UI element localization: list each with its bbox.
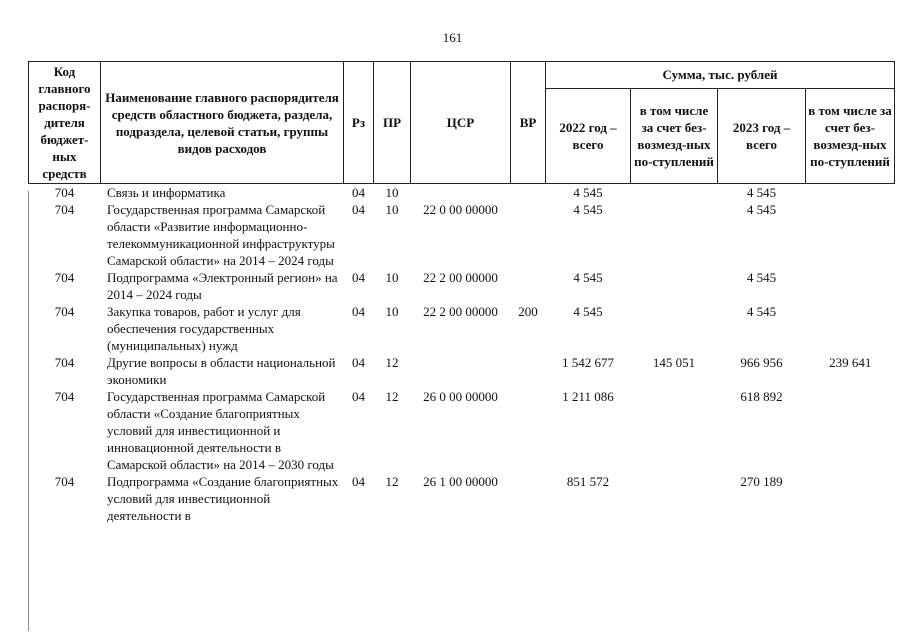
cell-2022-total: 4 545 bbox=[573, 270, 603, 285]
cell-2022-total: 851 572 bbox=[566, 474, 610, 489]
cell-csr: 26 0 00 00000 bbox=[423, 389, 498, 404]
cell-csr: 26 1 00 00000 bbox=[423, 474, 498, 489]
cell-pr: 12 bbox=[385, 389, 399, 404]
table-row bbox=[29, 473, 895, 524]
cell-vr bbox=[511, 388, 546, 473]
cell-2023-grant bbox=[806, 201, 895, 269]
cell-code: 704 bbox=[54, 270, 75, 285]
cell-rz: 04 bbox=[352, 270, 365, 285]
table-row bbox=[29, 184, 895, 202]
header-name: Наименование главного распорядителя средств областного бюджета, раздела, подраздела, целевой статьи, группы видов расходов bbox=[101, 62, 344, 184]
cell-2022-grant: 145 051 bbox=[652, 355, 696, 370]
cell-vr bbox=[511, 354, 546, 388]
cell-code: 704 bbox=[54, 389, 75, 404]
header-code: Код главного распоря-дителя бюджет-ных средств bbox=[29, 62, 101, 184]
cell-vr bbox=[511, 269, 546, 303]
cell-2023-total: 270 189 bbox=[740, 474, 783, 489]
cell-rz: 04 bbox=[352, 304, 365, 319]
cell-vr bbox=[511, 201, 546, 269]
header-csr: ЦСР bbox=[411, 62, 511, 184]
cell-vr bbox=[511, 184, 546, 202]
cell-2023-total: 4 545 bbox=[746, 202, 777, 217]
cell-2023-grant bbox=[806, 388, 895, 473]
cell-csr bbox=[411, 354, 511, 388]
cell-2023-total: 4 545 bbox=[746, 185, 777, 200]
cell-name: Закупка товаров, работ и услуг для обеспечения государственных (муниципальных) нужд bbox=[107, 304, 301, 353]
header-rz: Рз bbox=[344, 62, 374, 184]
cell-pr: 10 bbox=[385, 202, 399, 217]
budget-table bbox=[28, 61, 895, 524]
cell-2023-grant: 239 641 bbox=[829, 355, 872, 370]
header-vr: ВР bbox=[511, 62, 546, 184]
cell-2023-total: 4 545 bbox=[746, 304, 777, 319]
cell-2022-total: 1 211 086 bbox=[562, 389, 614, 404]
table-row bbox=[29, 303, 895, 354]
cell-rz: 04 bbox=[352, 474, 365, 489]
cell-csr: 22 0 00 00000 bbox=[423, 202, 498, 217]
cell-name: Другие вопросы в области национальной экономики bbox=[107, 355, 336, 387]
cell-csr: 22 2 00 00000 bbox=[423, 304, 498, 319]
cell-2022-grant bbox=[631, 388, 718, 473]
cell-code: 704 bbox=[54, 185, 75, 200]
cell-2022-total: 4 545 bbox=[573, 185, 603, 200]
table-row bbox=[29, 269, 895, 303]
cell-name: Связь и информатика bbox=[107, 185, 226, 200]
cell-2022-total: 4 545 bbox=[573, 304, 603, 319]
header-2022-grant: в том числе за счет без-возмезд-ных по-ступлений bbox=[631, 88, 718, 183]
cell-rz: 04 bbox=[352, 202, 365, 217]
header-pr: ПР bbox=[374, 62, 411, 184]
cell-2022-grant bbox=[631, 184, 718, 202]
cell-pr: 12 bbox=[385, 355, 399, 370]
budget-table-container bbox=[28, 61, 894, 524]
cell-rz: 04 bbox=[352, 389, 365, 404]
cell-2023-total: 618 892 bbox=[740, 389, 783, 404]
cell-rz: 04 bbox=[352, 185, 365, 200]
cell-pr: 10 bbox=[385, 304, 399, 319]
cell-2022-total: 4 545 bbox=[573, 202, 603, 217]
left-margin-rule bbox=[28, 191, 29, 631]
cell-name: Подпрограмма «Создание благоприятных условий для инвестиционной деятельности в bbox=[107, 474, 339, 523]
cell-csr bbox=[411, 184, 511, 202]
cell-rz: 04 bbox=[352, 355, 365, 370]
cell-vr: 200 bbox=[518, 304, 538, 319]
table-row bbox=[29, 388, 895, 473]
cell-2023-grant bbox=[806, 303, 895, 354]
cell-2023-grant bbox=[806, 473, 895, 524]
cell-csr: 22 2 00 00000 bbox=[423, 270, 498, 285]
page-number: 161 bbox=[442, 30, 463, 45]
cell-2022-grant bbox=[631, 473, 718, 524]
header-2022-total: 2022 год – всего bbox=[546, 88, 631, 183]
header-sum: Сумма, тыс. рублей bbox=[546, 62, 895, 89]
cell-vr bbox=[511, 473, 546, 524]
cell-name: Подпрограмма «Электронный регион» на 2014 – 2024 годы bbox=[107, 270, 338, 302]
cell-2022-grant bbox=[631, 303, 718, 354]
cell-2023-grant bbox=[806, 184, 895, 202]
table-header bbox=[29, 62, 895, 184]
cell-code: 704 bbox=[54, 304, 75, 319]
cell-code: 704 bbox=[54, 355, 75, 370]
cell-name: Государственная программа Самарской области «Развитие информационно-телекоммуникационной инфраструктуры Самарской области» на 2014 – 2024 годы bbox=[107, 202, 335, 268]
table-body bbox=[29, 184, 895, 525]
cell-2022-total: 1 542 677 bbox=[562, 355, 614, 370]
table-row bbox=[29, 201, 895, 269]
cell-pr: 10 bbox=[385, 270, 399, 285]
cell-2023-grant bbox=[806, 269, 895, 303]
cell-name: Государственная программа Самарской области «Создание благоприятных условий для инвестиционной и инновационной деятельности в Самарской области» на 2014 – 2030 годы bbox=[107, 389, 334, 472]
header-2023-total: 2023 год – всего bbox=[718, 88, 806, 183]
cell-2022-grant bbox=[631, 269, 718, 303]
cell-2022-grant bbox=[631, 201, 718, 269]
cell-code: 704 bbox=[54, 202, 75, 217]
header-2023-grant: в том числе за счет без-возмезд-ных по-ступлений bbox=[806, 88, 895, 183]
table-row bbox=[29, 354, 895, 388]
cell-code: 704 bbox=[54, 474, 75, 489]
cell-2023-total: 4 545 bbox=[746, 270, 777, 285]
cell-pr: 12 bbox=[385, 474, 399, 489]
cell-2023-total: 966 956 bbox=[740, 355, 783, 370]
cell-pr: 10 bbox=[385, 185, 399, 200]
